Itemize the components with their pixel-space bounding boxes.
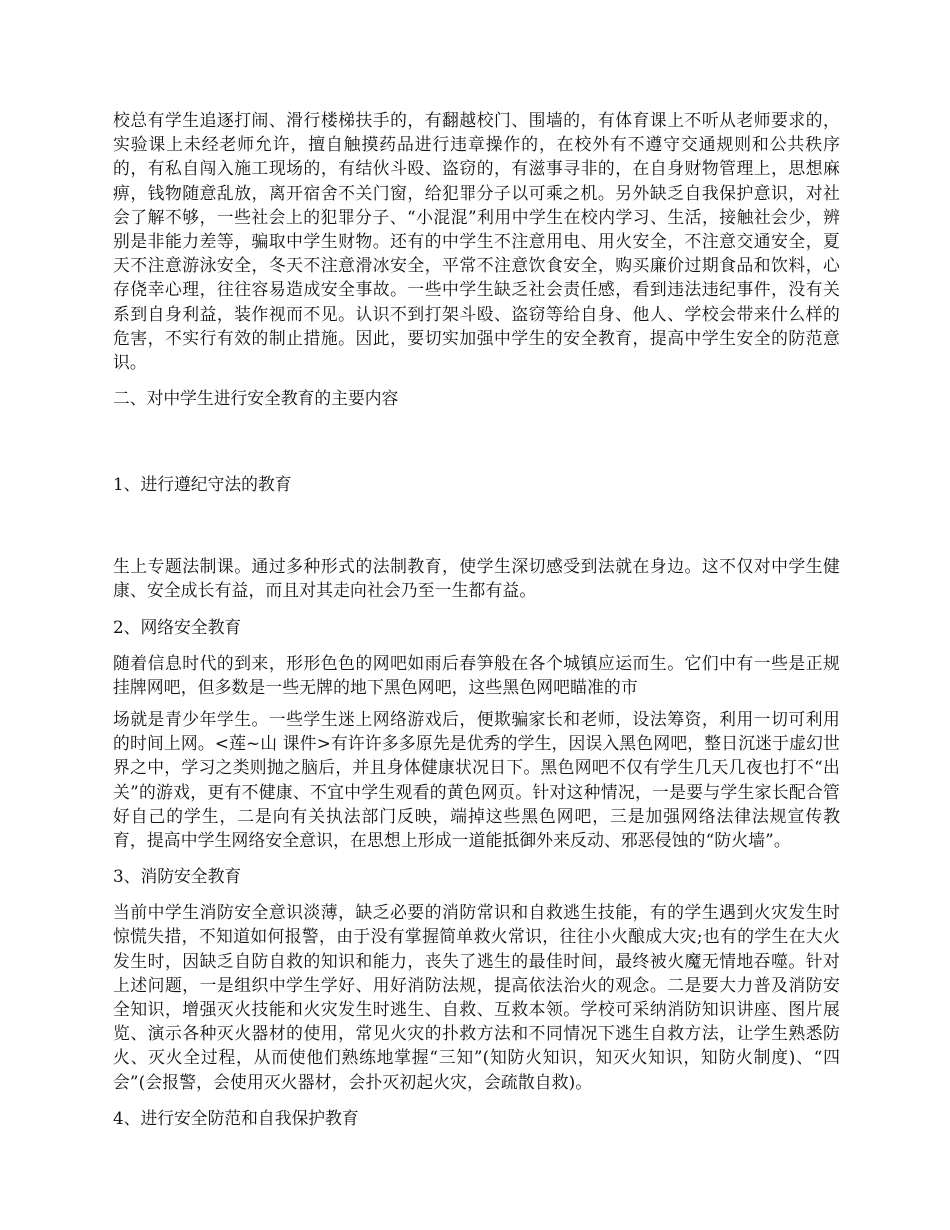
section-heading-fire-safety: 3、消防安全教育 <box>113 866 242 887</box>
section-heading-network-safety: 2、网络安全教育 <box>113 616 242 637</box>
section-heading-law-education: 1、进行遵纪守法的教育 <box>113 474 292 495</box>
fire-safety-paragraph: 当前中学生消防安全意识淡薄，缺乏必要的消防常识和自救逃生技能，有的学生遇到火灾发生时惊慌失措，不知道如何报警，由于没有掌握简单救火常识，往往小火酿成大灾;也有的学生在大火发生时，因缺乏自防自救的知识和能力，丧失了逃生的最佳时间，最终被火魔无情地吞噬。针对上述问题，一是组织中学生学好、用好消防法规，提高依法治火的观念。二是要大力普及消防安全知识，增强灭火技能和火灾发生时逃生、自救、互救本领。学校可采纳消防知识讲座、图片展览、演示各种灭火器材的使用，常见火灾的扑救方法和不同情况下逃生自救方法，让学生熟悉防火、灭火全过程，从而使他们熟练地掌握“三知”(知防火知识，知灭火知识，知防火制度)、“四会”(会报警，会使用灭火器材，会扑灭初起火灾，会疏散自救)。 <box>113 902 840 1092</box>
intro-paragraph: 校总有学生追逐打闹、滑行楼梯扶手的，有翻越校门、围墙的，有体育课上不听从老师要求的，实验课上未经老师允许，擅自触摸药品进行违章操作的，在校外有不遵守交通规则和公共秩序的，有私自闯入施工现场的，有结伙斗殴、盗窃的，有滋事寻非的，在自身财物管理上，思想麻痹，钱物随意乱放，离开宿舍不关门窗，给犯罪分子以可乘之机。另外缺乏自我保护意识，对社会了解不够，一些社会上的犯罪分子、“小混混”利用中学生在校内学习、生活，接触社会少，辨别是非能力差等，骗取中学生财物。还有的中学生不注意用电、用火安全，不注意交通安全，夏天不注意游泳安全，冬天不注意滑冰安全，平常不注意饮食安全，购买廉价过期食品和饮料，心存侥幸心理，往往容易造成安全事故。一些中学生缺乏社会责任感，看到违法违纪事件，没有关系到自身利益，装作视而不见。认识不到打架斗殴、盗窃等给自身、他人、学校会带来什么样的危害，不实行有效的制止措施。因此，要切实加强中学生的安全教育，提高中学生安全的防范意识。 <box>113 110 840 373</box>
section-heading-self-protection: 4、进行安全防范和自我保护教育 <box>113 1107 359 1128</box>
law-education-paragraph: 生上专题法制课。通过多种形式的法制教育，使学生深切感受到法就在身边。这不仅对中学生健康、安全成长有益，而且对其走向社会乃至一生都有益。 <box>113 556 840 601</box>
document-page <box>113 108 840 1130</box>
network-safety-paragraph-2: 场就是青少年学生。一些学生迷上网络游戏后，便欺骗家长和老师，设法筹资，利用一切可利用的时间上网。<莲~山 课件>有许许多多原先是优秀的学生，因误入黑色网吧，整日沉迷于虚幻世界之中，学习之类则抛之脑后，并且身体健康状况日下。黑色网吧不仅有学生几天几夜也打不“出关”的游戏，更有不健康、不宜中学生观看的黄色网页。针对这种情况，一是要与学生家长配合管好自己的学生，二是向有关执法部门反映，端掉这些黑色网吧，三是加强网络法律法规宣传教育，提高中学生网络安全意识，在思想上形成一道能抵御外来反动、邪恶侵蚀的“防火墙”。 <box>113 709 840 851</box>
network-safety-paragraph-1: 随着信息时代的到来，形形色色的网吧如雨后春笋般在各个城镇应运而生。它们中有一些是正规挂牌网吧，但多数是一些无牌的地下黑色网吧，这些黑色网吧瞄准的市 <box>113 652 840 697</box>
section-heading-main-content: 二、对中学生进行安全教育的主要内容 <box>113 388 399 409</box>
